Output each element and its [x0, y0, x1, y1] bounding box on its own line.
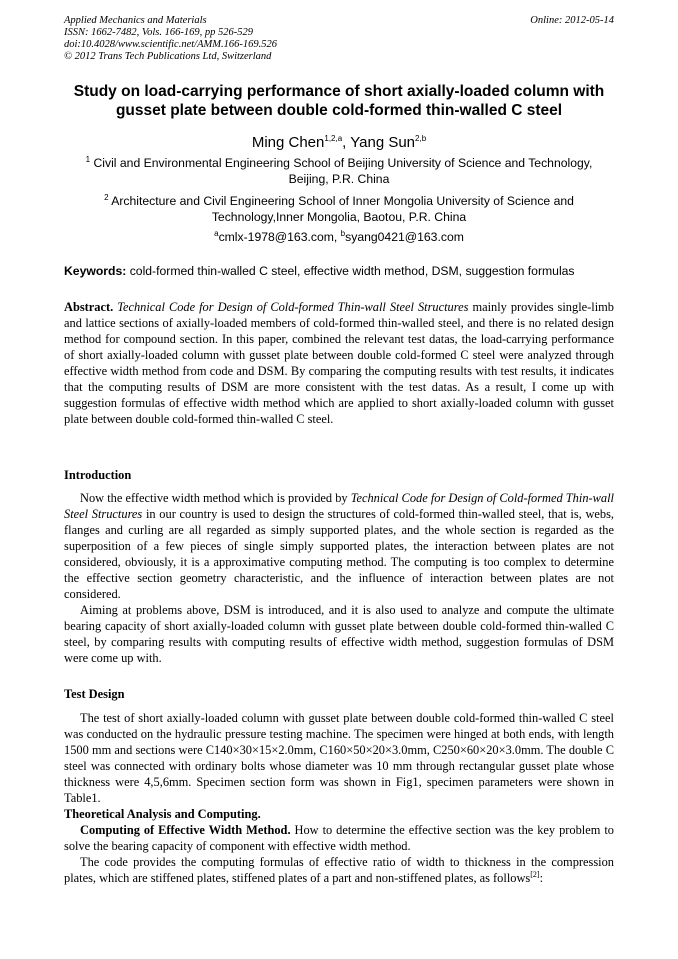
author-1-affil: 1,2,a [324, 134, 343, 143]
abstract-code-title: Technical Code for Design of Cold-formed Thin-wall Steel Structures [113, 300, 469, 314]
affiliation-1 [64, 155, 614, 187]
author-separator: , [342, 134, 351, 151]
paper-title: Study on load-carrying performance of short axially-loaded column with gusset plate between double cold-formed thin-walled C steel [73, 83, 605, 119]
theoretical-p1-text: How to determine the effective section was the key problem to solve the bearing capacity of component with effective width method. [64, 823, 614, 853]
affiliation-1-mark: 1 [85, 154, 91, 164]
affiliation-2-text: Architecture and Civil Engineering School of Inner Mongolia University of Science and Technology,Inner Mongolia, Baotou, P.R. China [111, 194, 574, 224]
citation-2: [2] [530, 869, 540, 879]
intro-p1-end: in our country is used to design the structures of cold-formed thin-walled steel, that is, webs, flanges and curling are all regarded as simply supported plates, and the whole section is regarded as the superposition of a few pieces of single simply supported plates, the interaction between plates are not considered, obviously, it is a approximative computing method. The computing is too complex to determine the effective section geometry characteristic, and the influence of interaction between plates are not considered. [64, 507, 615, 601]
keywords-text: cold-formed thin-walled C steel, effective width method, DSM, suggestion formulas [126, 264, 575, 278]
theoretical-body [64, 822, 614, 886]
author-1: Ming Chen [251, 134, 325, 151]
test-design-heading: Test Design [64, 687, 125, 701]
email-a[interactable]: cmlx-1978@163.com, [218, 230, 341, 244]
abstract-label: Abstract. [64, 300, 114, 314]
author-list [40, 134, 638, 152]
keywords [64, 263, 624, 279]
introduction-paragraph-1 [64, 490, 614, 602]
intro-p1-code-title: Technical Code for Design of Cold-formed Thin-wall Steel Structures [64, 491, 614, 521]
test-design-body [64, 710, 614, 806]
author-2: Yang Sun [350, 134, 416, 151]
journal-name: Applied Mechanics and Materials [64, 15, 207, 26]
theoretical-paragraph-1 [64, 822, 614, 854]
introduction-heading: Introduction [64, 468, 132, 482]
author-emails [64, 229, 614, 245]
introduction-body [64, 490, 614, 666]
doi-line: doi:10.4028/www.scientific.net/AMM.166-169.526 [64, 39, 277, 50]
online-date: Online: 2012-05-14 [530, 15, 614, 26]
author-2-affil: 2,b [415, 134, 427, 143]
email-b[interactable]: syang0421@163.com [345, 230, 464, 244]
intro-p1-start: Now the effective width method which is provided by [80, 491, 351, 505]
copyright-line: © 2012 Trans Tech Publications Ltd, Switzerland [64, 51, 272, 62]
theoretical-p2-end: : [539, 871, 544, 885]
introduction-paragraph-2: Aiming at problems above, DSM is introduced, and it is also used to analyze and compute the ultimate bearing capacity of short axially-loaded column with gusset plate between double cold-formed thin-walled C steel, by comparing results with computing results of effective width method, suggestion formulas of DSM were come up with. [64, 603, 614, 665]
email-a-mark: a [214, 228, 219, 238]
effective-width-subheading: Computing of Effective Width Method. [80, 823, 291, 837]
abstract [64, 299, 614, 427]
theoretical-heading: Theoretical Analysis and Computing. [64, 807, 261, 821]
email-b-mark: b [340, 228, 346, 238]
test-design-paragraph-1: The test of short axially-loaded column with gusset plate between double cold-formed thin-walled C steel was conducted on the hydraulic pressure testing machine. The specimen were hinged at both ends, with length 1500 mm and sections were C140×30×15×2.0mm, C160×50×20×3.0mm, C250×60×20×3.0mm. The double C steel was connected with ordinary bolts whose diameter was 10 mm through rectangular gusset plate whose thickness were 4,5,6mm. Specimen section form was shown in Fig1, specimen parameters were shown in Table1. [64, 711, 614, 805]
keywords-label: Keywords: [64, 264, 127, 278]
running-header [64, 15, 614, 63]
affiliation-2-mark: 2 [104, 192, 109, 202]
issn-line: ISSN: 1662-7482, Vols. 166-169, pp 526-529 [64, 27, 253, 38]
theoretical-paragraph-2 [64, 854, 614, 886]
affiliation-2 [64, 193, 614, 225]
abstract-text: mainly provides single-limb and lattice sections of axially-loaded members of cold-formed thin-walled steel, and there is no related design method for compound section. In this paper, combined the relevant test datas, the load-carrying performance of short axially-loaded column with gusset plate between double cold-formed C steel were analyzed through effective width method from code and DSM. By comparing the computing results with test results, it indicates that the computing results of DSM are more consistent with the test datas. As a result, I come up with suggestion formulas of effective width method which are applied to short axially-loaded column with gusset plate between double cold-formed thin-walled C steel. [64, 300, 614, 426]
theoretical-p2-text: The code provides the computing formulas of effective ratio of width to thickness in the compression plates, which are stiffened plates, stiffened plates of a part and non-stiffened plates, as follows [64, 855, 614, 885]
affiliation-1-text: Civil and Environmental Engineering School of Beijing University of Science and Technology, Beijing, P.R. China [93, 156, 593, 186]
